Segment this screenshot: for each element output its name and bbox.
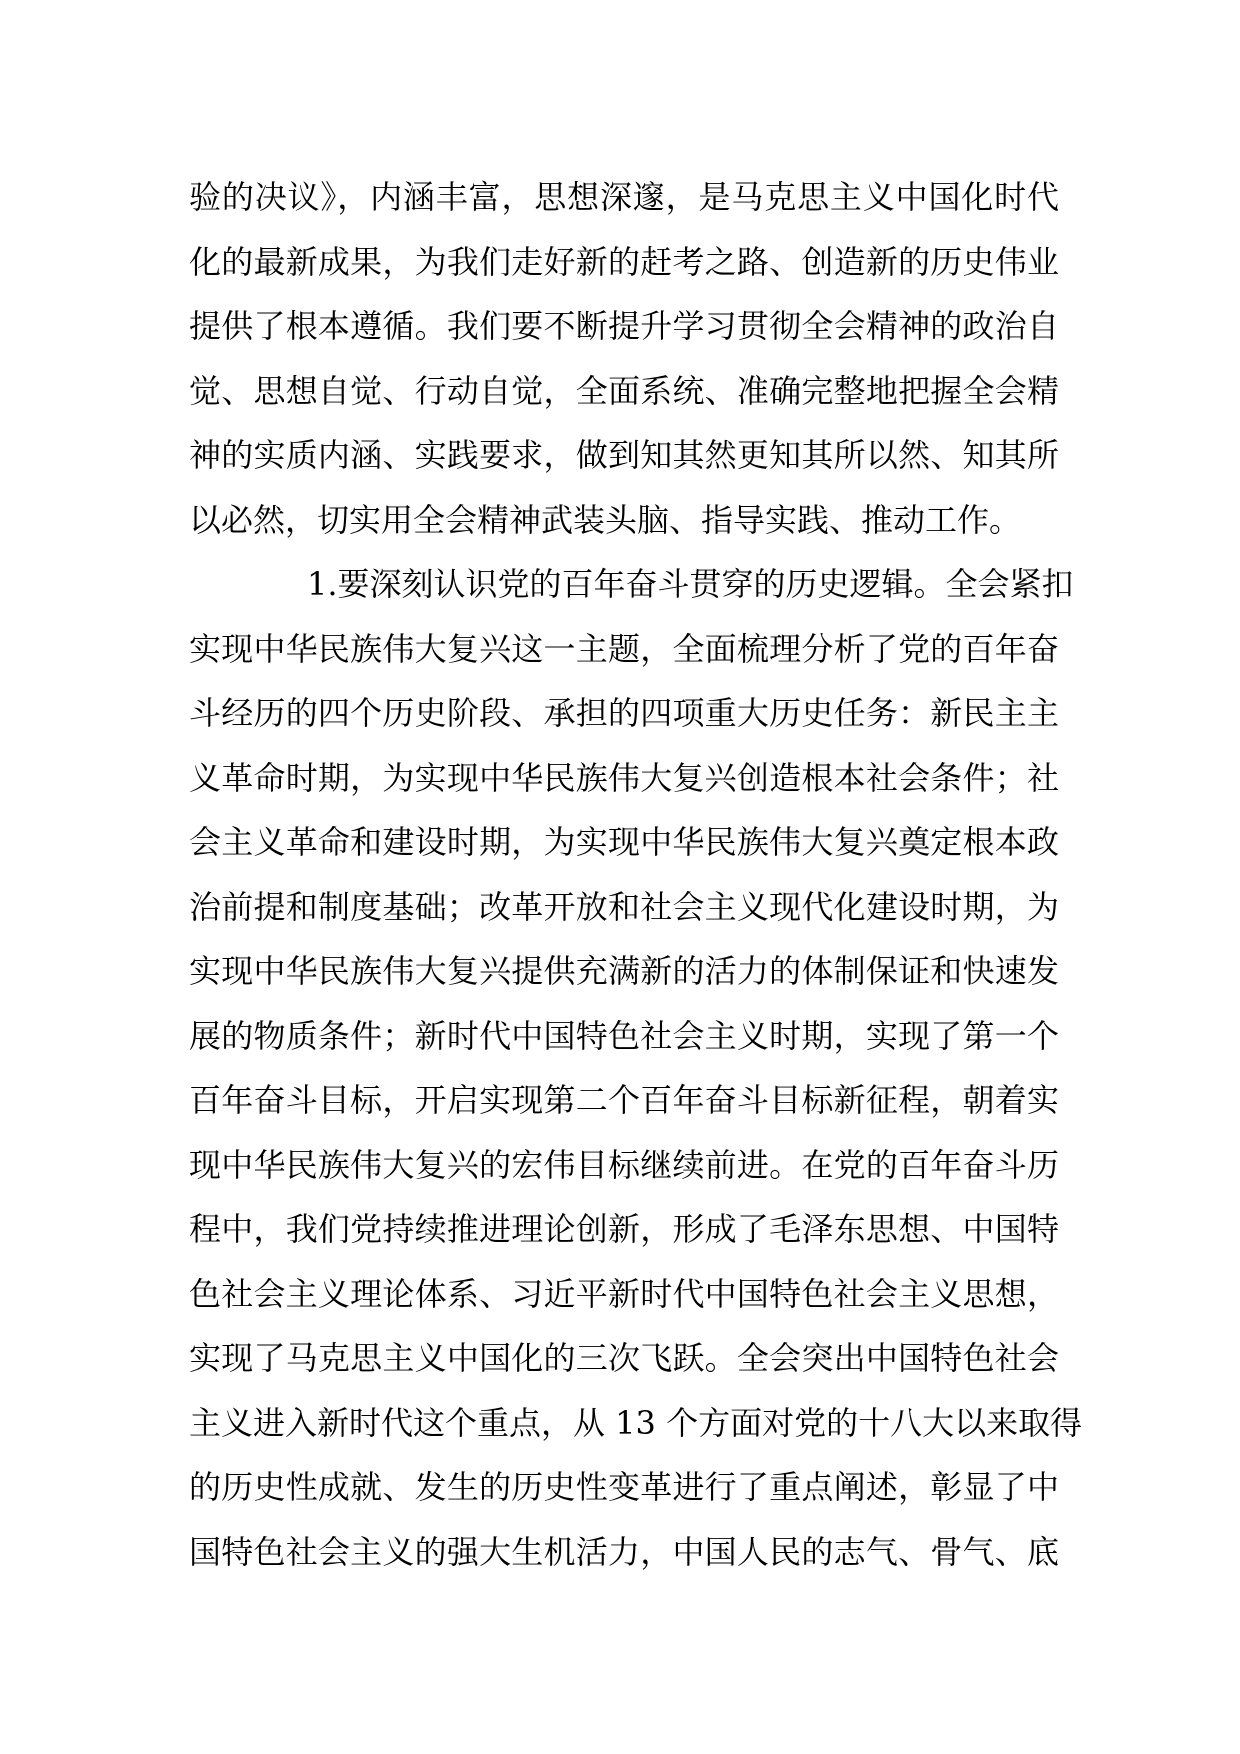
text-line: 验的决议》，内涵丰富，思想深邃，是马克思主义中国化时代 xyxy=(189,178,1059,216)
text-line: 现中华民族伟大复兴的宏伟目标继续前进。在党的百年奋斗历 xyxy=(189,1145,1059,1184)
text-line: 实现中华民族伟大复兴提供充满新的活力的体制保证和快速发 xyxy=(189,952,1059,990)
text-line: 提供了根本遵循。我们要不断提升学习贯彻全会精神的政治自 xyxy=(189,307,1059,345)
text-line: 国特色社会主义的强大生机活力，中国人民的志气、骨气、底 xyxy=(189,1532,1059,1571)
text-line: 以必然，切实用全会精神武装头脑、指导实践、推动工作。 xyxy=(189,500,1022,539)
text-line: 化的最新成果，为我们走好新的赶考之路、创造新的历史伟业 xyxy=(189,242,1059,281)
text-line: 神的实质内涵、实践要求，做到知其然更知其所以然、知其所 xyxy=(189,436,1059,474)
text-line: 色社会主义理论体系、习近平新时代中国特色社会主义思想， xyxy=(189,1274,1059,1313)
text-line: 的历史性成就、发生的历史性变革进行了重点阐述，彰显了中 xyxy=(189,1468,1059,1506)
paragraph-1 xyxy=(189,165,1059,552)
text-line: 实现中华民族伟大复兴这一主题，全面梳理分析了党的百年奋 xyxy=(189,629,1059,668)
text-line: 程中，我们党持续推进理论创新，形成了毛泽东思想、中国特 xyxy=(189,1210,1059,1248)
text-line: 1.要深刻认识党的百年奋斗贯穿的历史逻辑。全会紧扣 xyxy=(307,565,1074,603)
text-line: 觉、思想自觉、行动自觉，全面系统、准确完整地把握全会精 xyxy=(189,371,1059,410)
text-line: 义革命时期，为实现中华民族伟大复兴创造根本社会条件；社 xyxy=(189,758,1059,797)
document-body xyxy=(189,165,1083,1584)
text-line: 主义进入新时代这个重点，从 13 个方面对党的十八大以来取得 xyxy=(189,1403,1083,1442)
text-line: 展的物质条件；新时代中国特色社会主义时期，实现了第一个 xyxy=(189,1016,1059,1055)
text-line: 治前提和制度基础；改革开放和社会主义现代化建设时期，为 xyxy=(189,887,1059,926)
text-line: 会主义革命和建设时期，为实现中华民族伟大复兴奠定根本政 xyxy=(189,823,1059,861)
text-line: 实现了马克思主义中国化的三次飞跃。全会突出中国特色社会 xyxy=(189,1339,1059,1377)
text-line: 斗经历的四个历史阶段、承担的四项重大历史任务：新民主主 xyxy=(189,694,1059,732)
paragraph-2 xyxy=(189,552,1083,1584)
text-line: 百年奋斗目标，开启实现第二个百年奋斗目标新征程，朝着实 xyxy=(189,1081,1059,1119)
